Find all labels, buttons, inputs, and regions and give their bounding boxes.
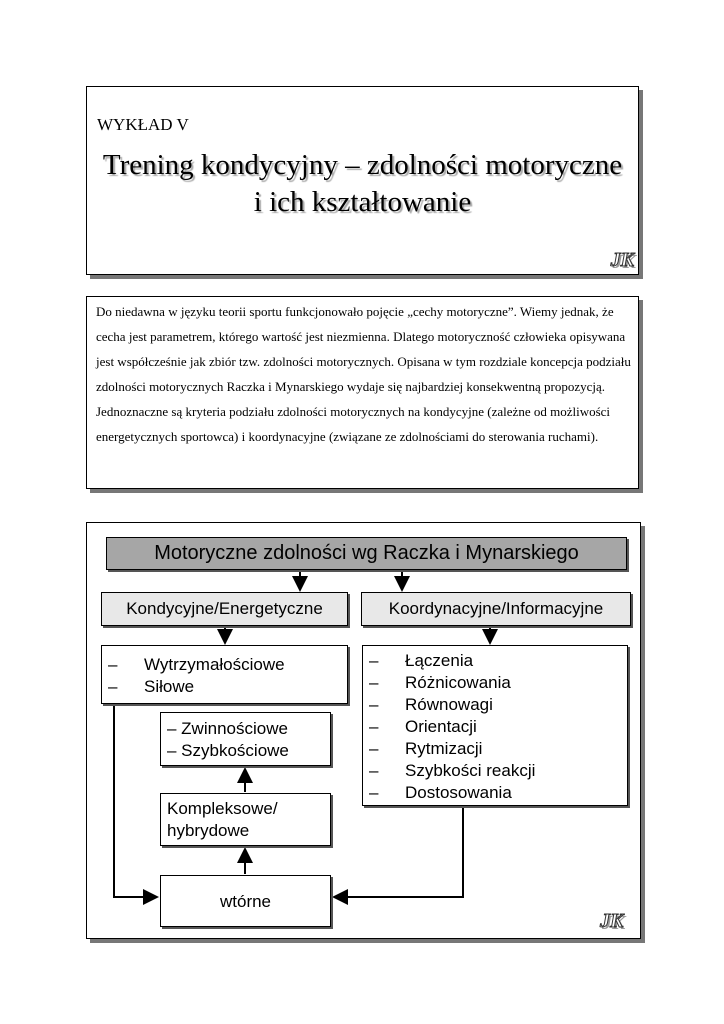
conditioning-list bbox=[101, 645, 348, 704]
list-item: – Szybkościowe bbox=[167, 741, 289, 760]
dash: – bbox=[369, 739, 379, 758]
coordination-list bbox=[362, 645, 628, 806]
item-text: Dostosowania bbox=[405, 783, 512, 802]
category-conditioning: Kondycyjne/Energetyczne bbox=[101, 592, 348, 626]
diagram-header: Motoryczne zdolności wg Raczka i Mynarskiego bbox=[106, 537, 627, 570]
dash: – bbox=[369, 717, 379, 736]
dash: – bbox=[369, 761, 379, 780]
complex-box bbox=[160, 793, 331, 846]
item-text: Wytrzymałościowe bbox=[144, 655, 285, 674]
dash: – bbox=[369, 651, 379, 670]
title-line-1: Trening kondycyjny – zdolności motoryczne bbox=[102, 149, 623, 181]
list-item: – Zwinnościowe bbox=[167, 719, 288, 738]
title-line-2: i ich kształtowanie bbox=[253, 186, 472, 218]
secondary-box: wtórne bbox=[160, 875, 331, 927]
list-item bbox=[108, 654, 341, 676]
list-item bbox=[369, 694, 621, 716]
mixed-list bbox=[160, 712, 331, 766]
item-text: Łączenia bbox=[405, 651, 474, 670]
list-item bbox=[108, 676, 341, 698]
list-item bbox=[369, 672, 621, 694]
item-text: Orientacji bbox=[405, 717, 477, 736]
intro-paragraph: Do niedawna w języku teorii sportu funkcjonowało pojęcie „cechy motoryczne”. Wiemy jednak, że cecha jest parametrem, którego wartość jest niezmienna. Dlatego motoryczność człowieka opisywana jest współcześnie jak zbiór tzw. zdolności motorycznych. Opisana w tym rozdziale koncepcja podziału zdolności motorycznych Raczka i Mynarskiego wydaje się najbardziej konsekwentną propozycją. Jednoznaczne są kryteria podziału zdolności motorycznych na kondycyjne (zależne od możliwości energetycznych sportowca) i koordynacyjne (związane ze zdolnościami do sterowania ruchami). bbox=[96, 304, 631, 444]
item-text: Szybkości reakcji bbox=[405, 761, 536, 780]
category-coordination: Koordynacyjne/Informacyjne bbox=[361, 592, 631, 626]
list-item bbox=[369, 650, 621, 672]
dash: – bbox=[369, 673, 379, 692]
dash: – bbox=[108, 655, 118, 674]
lecture-number: WYKŁAD V bbox=[97, 115, 189, 134]
item-text: Różnicowania bbox=[405, 673, 511, 692]
jk-logo: JK bbox=[610, 249, 634, 271]
dash: – bbox=[369, 783, 379, 802]
dash: – bbox=[369, 695, 379, 714]
list-item bbox=[369, 782, 621, 804]
dash: – bbox=[108, 677, 118, 696]
list-item bbox=[369, 716, 621, 738]
item-text: Siłowe bbox=[144, 677, 195, 696]
list-item bbox=[369, 760, 621, 782]
complex-line-2: hybrydowe bbox=[167, 821, 250, 840]
item-text: Rytmizacji bbox=[405, 739, 483, 758]
jk-logo: JK bbox=[600, 910, 624, 932]
item-text: Równowagi bbox=[405, 695, 493, 714]
list-item bbox=[369, 738, 621, 760]
complex-line-1: Kompleksowe/ bbox=[167, 799, 278, 818]
